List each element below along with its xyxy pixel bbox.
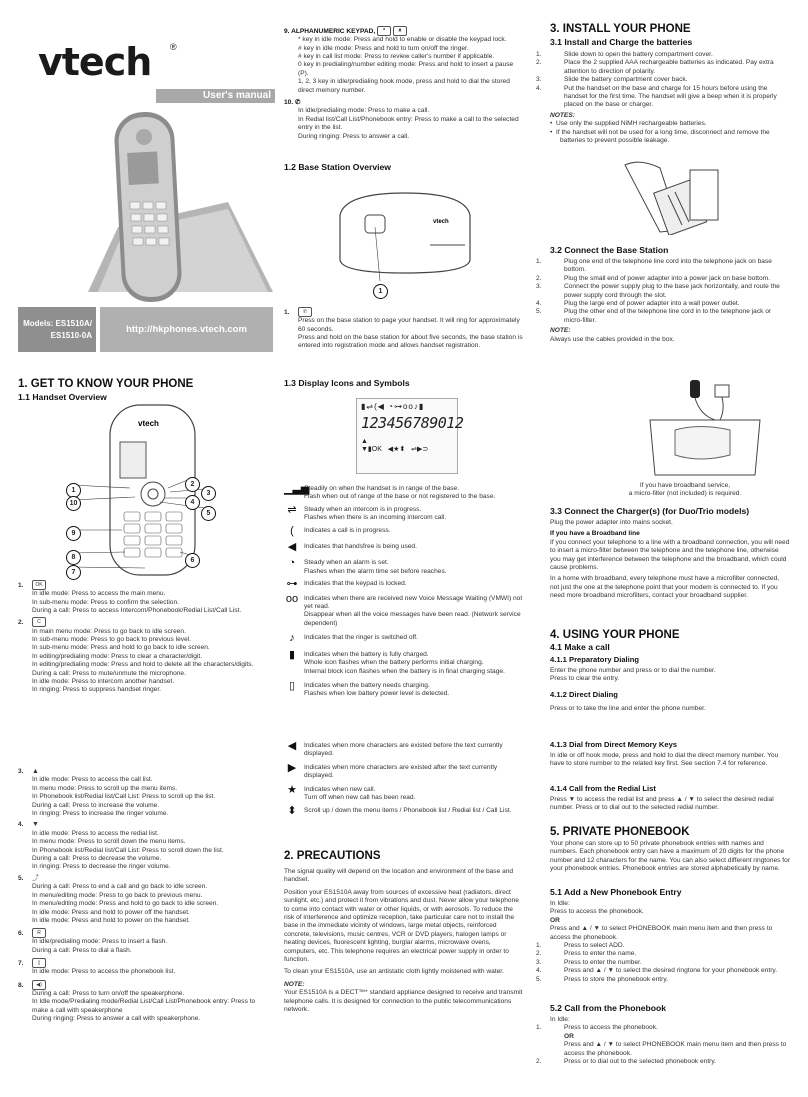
callout-6: 6 [185, 549, 200, 568]
section4-title: 4. USING YOUR PHONE [550, 629, 680, 641]
battery-empty-icon: ▯ [288, 679, 296, 692]
base-connection-diagram [640, 375, 765, 480]
section5-title: 5. PRIVATE PHONEBOOK [550, 826, 690, 838]
key-list-lower [18, 768, 273, 1024]
preparatory-dialing-text: Enter the phone number and press or to dial the number. Press to clear the entry. [550, 667, 716, 683]
cover-panel [18, 22, 273, 352]
callout-9: 9 [66, 522, 81, 541]
svg-text:vtech: vtech [138, 419, 159, 428]
icon-entry-alarm: ◔ Steady when an alarm is set. Flashes when the alarm time set before reaches. [284, 559, 524, 576]
up-arrow-icon: ▲ [32, 768, 39, 775]
brand-logo: vtech [38, 40, 152, 84]
battery-install-diagram [620, 160, 730, 235]
models-text-1: Models: ES1510A/ [23, 319, 92, 328]
base-station-diagram [330, 185, 480, 295]
call-icon: ( [290, 524, 294, 537]
ok-key-icon: OK [32, 580, 46, 590]
base-callout-1: 1 [373, 280, 388, 299]
icon-entry-left-arrow: ◀ Indicates when more characters are existed before the text currently displayed. [284, 742, 524, 759]
icon-entry-ringer-off: ♪ Indicates that the ringer is switched off. [284, 634, 524, 642]
callout-7: 7 [66, 561, 81, 580]
keypad-title: 9. ALPHANUMERIC KEYPAD, * # [284, 26, 524, 36]
end-call-icon: ⤴ [32, 874, 39, 882]
handset-cover-image [78, 107, 278, 307]
precautions-body: The signal quality will depend on the location and environment of the base and handset. Position your ES1510A away from sources of excessive heat (radiators, direct sunlight, etc.) and protect it from vibrations and dust. Never allow your telephone to come into contact with water or other liquids, or with aerosols. To reduce the risk of interference and optimize reception, take particular care not to install the base in the immediate vicinity of windows, large metal objects, reinforced concrete, televisions, music centres, VCR or DVD players, halogen lamps or heating devices, fluorescent lighting, burglar alarms, microwave ovens, computers, etc. This telephone requires an electrical power supply in order to function. To clean your ES1510A, use an antistatic cloth lightly moistened with water. NOTE: Your ES1510A is a DECT™* standard appliance designed to receive and transmit telephone calls. It is designed for connection to the public telecommunications network. [284, 868, 523, 1014]
icon-entry-handsfree: ◀ Indicates that handsfree is being used. [284, 543, 524, 551]
star-icon: ★ [287, 783, 297, 796]
phonebook-key-icon: ▯ [32, 958, 46, 968]
clear-key-icon: C [32, 617, 46, 627]
battery-steps: 1. Slide down to open the battery compartment cover. 2. Place the 2 supplied AAA rechargeable batteries as indicated. Pay extra attention to direction of polarity. 3. Slide the battery compartment cover back. 4. Put the handset on the base and charge for 15 hours before using the handset for the first time. The handset will give a beep when it is properly placed on the base or charger. NOTES: • Use only the supplied NiMH rechargeable batteries. • If the handset will not be used for a long time, disconnect and remove the batteries to prevent possible leakage. [536, 51, 777, 145]
section5-2-title: 5.2 Call from the Phonebook [550, 1003, 667, 1013]
handsfree-icon: ◀ [287, 541, 297, 554]
icon-entry-battery-empty: ▯ Indicates when the battery needs charging. Flashes when low battery power level is detected. [284, 682, 524, 699]
models-label [18, 307, 96, 352]
callout-8: 8 [66, 546, 81, 565]
icon-entry-updown: ⬍ Scroll up / down the menu items / Phonebook list / Redial list / Call List. [284, 807, 524, 815]
call-phonebook-steps: In Idle: 1. Press to access the phonebook. OR Press and ▲ / ▼ to select PHONEBOOK main menu item and then press to access the phonebook. 2. Press or to dial out to the selected phonebook entry. [536, 1016, 787, 1066]
redial-text: Press ▼ to access the redial list and press ▲ / ▼ to select the desired redial number. Press or to dial out to the selected redial number. [550, 796, 774, 812]
models-text-2: ES1510-0A [50, 331, 92, 340]
section4-1-title: 4.1 Make a call [550, 642, 610, 652]
talk-icon: ✆ [295, 99, 301, 106]
key-item-8: 8. ◀) During a call: Press to turn on/off the speakerphone. In Idle mode/Predialing mode/Redial List/Call List/Phonebook entry: Press to make a call with speakerphone During ringing: Press to answer a call with speakerphone. [18, 981, 256, 1023]
direct-dialing-text: Press or to take the line and enter the phone number. [550, 705, 706, 712]
section5-1-title: 5.1 Add a New Phonebook Entry [550, 887, 682, 897]
speaker-key-icon: ◀) [32, 980, 46, 990]
icon-entry-battery-full: ▮ Indicates when the battery is fully charged. Whole icon flashes when the battery performs initial charging. Internal block icon flashes when the battery is in final charging stage. [284, 651, 524, 676]
key-item-4: 4. ▼ In idle mode: Press to access the redial list. In menu mode: Press to scroll down the menu items. In Phonebook list/Redial list/Call List: Press to scroll down the list. During a call: Press to decrease the volume. In ringing: Press to decrease the ringer volume. [18, 821, 224, 871]
charger-section: Plug the power adapter into mains socket. If you have a Broadband line If you connect your telephone to a line with a broadband connection, you will need to insert a micro-filter between the telephone and the telephone line, otherwise you may get interference between the telephone and the broadband, which could cause problems. In a home with broadband, every telephone must have a microfilter connected, not just the one at the telephone point that your modem is connected to. If you need more broadband microfilters, contact your broadband supplier. [550, 519, 790, 600]
signal-icon: ▁▃▅ [284, 483, 310, 495]
section1-2-title: 1.2 Base Station Overview [284, 162, 391, 172]
icon-entry-voicemail: oo Indicates when there are received new Voice Message Waiting (VMWI) not yet read. Disappear when all the voice messages have been read. (Network service dependent) [285, 592, 523, 627]
section3-title: 3. INSTALL YOUR PHONE [550, 23, 691, 35]
key-list-upper [18, 580, 273, 695]
add-entry-steps: In Idle: Press to access the phonebook. OR Press and ▲ / ▼ to select PHONEBOOK main menu item and then press to access the phonebook. 1. Press to select ADD. 2. Press to enter the name. 3. Press to enter the number. 4. Press and ▲ / ▼ to select the desired ringtone for your phonebook entry. 5. Press to store the phonebook entry. [536, 900, 778, 983]
key-item-3: 3. ▲ In idle mode: Press to access the call list. In menu mode: Press to scroll up the menu items. In Phonebook list/Redial list/Call List: Press to scroll up the list. During a call: Press to increase the volume. In ringing: Press to increase the ringer volume. [18, 768, 216, 818]
key-item-7: 7. ▯ In idle mode: Press to access the phonebook list. [18, 960, 176, 976]
handset-overview-diagram [50, 402, 260, 577]
voicemail-icon: oo [285, 592, 299, 605]
section1-3-title: 1.3 Display Icons and Symbols [284, 378, 410, 388]
registered-mark: ® [170, 42, 177, 52]
keypad-item-9: 9. ALPHANUMERIC KEYPAD, * # * key in idle mode: Press and hold to enable or disable the keypad lock. # key in idle mode: Press and hold to turn on/off the ringer. # key in call list mode: Press to review caller's number if applicable. 0 key in predialing/number editing mode: Press and hold to insert a pause (P). 1, 2, 3 key in idle/predialing hook mode, press and hold to dial the stored direct memory number. 10. ✆ In idle/predialing mode: Press to make a call. In Redial list/Call List/Phonebook entry: Press to make a call to the selected entry in the list. During ringing: Press to answer a call. [284, 26, 524, 141]
icon-entry-intercom: ⇌ Steady when an intercom is in progress. Flashes when there is an incoming intercom call. [284, 506, 524, 523]
key-icon: ⊶ [286, 578, 298, 591]
right-arrow-icon: ▶ [287, 761, 297, 774]
section4-1-4-title: 4.1.4 Call from the Redial List [550, 784, 656, 793]
icon-list-upper [284, 485, 524, 699]
hash-key-icon: # [393, 26, 407, 36]
down-arrow-icon: ▼ [32, 821, 39, 829]
callout-5: 5 [201, 502, 216, 521]
key-item-5: 5. ⤴ During a call: Press to end a call and go back to idle screen. In menu/editing mode: Press to go back to previous menu. In menu/editing mode: Press and hold to go back to idle screen. In idle mode: Press and hold to power off the handset. In idle mode: Press and hold to power on the handset. [18, 874, 219, 924]
key-item-1: 1. OK In idle mode: Press to access the main menu. In sub-menu mode: Press to confirm the selection. During a call: Press to access Intercom/Phonebook/Redial List/Call List. [18, 581, 242, 614]
memory-dial-text: In idle or off hook mode, press and hold to dial the direct memory number. You have to store number to the related key first. See section 7.4 for reference. [550, 752, 779, 768]
base-item-1: 1. ✆ Press on the base station to page your handset. It will ring for approximately 60 seconds. Press and hold on the base station for about five seconds, the base station is entered into registration mode and allows handset registration. [284, 308, 523, 350]
section4-1-2-title: 4.1.2 Direct Dialing [550, 690, 618, 699]
section4-1-1-title: 4.1.1 Preparatory Dialing [550, 655, 640, 664]
star-key-icon: * [377, 26, 391, 36]
callout-1: 1 [66, 479, 81, 498]
section3-3-title: 3.3 Connect the Charger(s) (for Duo/Trio models) [550, 506, 750, 516]
lcd-bottom-icons: ▲ ▼▮OK ◀★⬍ ⇌▶⊃ [361, 438, 429, 453]
icon-list-lower [284, 742, 524, 816]
icon-entry-right-arrow: ▶ Indicates when more characters are existed after the text currently displayed. [284, 764, 524, 781]
key-item-6: 6. R In idle/predialing mode: Press to insert a flash. During a call: Press to dial a flash. [18, 930, 168, 954]
callout-2: 2 [185, 473, 200, 492]
section3-1-title: 3.1 Install and Charge the batteries [550, 37, 693, 47]
section3-2-title: 3.2 Connect the Base Station [550, 245, 669, 255]
icon-entry-signal: ▁▃▅ Steadily on when the handset is in range of the base. Flash when out of range of the base or not registered to the base. [284, 483, 496, 501]
icon-entry-star: ★ Indicates when new call. Turn off when new call has been read. [284, 786, 524, 803]
callout-4: 4 [185, 491, 200, 510]
icon-entry-key: ⊶ Indicates that the keypad is locked. [284, 580, 524, 588]
talk-key-title: 10. ✆ [284, 99, 301, 106]
ringer-off-icon: ♪ [289, 632, 295, 645]
icon-entry-call: ( Indicates a call is in progress. [284, 527, 524, 535]
key-item-2: 2. C In main menu mode: Press to go back to idle screen. In sub-menu mode: Press to go back to previous level. In sub-menu mode: Press and hold to go back to idle screen. In editing/predialing mode: Press to clear a character/digit. In editing/predialing mode: Press and hold to delete all the characters/digits. During a call: Press to mute/unmute the microphone. In idle mode: Press to intercom another handset. In ringing: Press to suppress handset ringer. [18, 619, 254, 694]
flash-key-icon: R [32, 928, 46, 938]
lcd-digits: 123456789012 [361, 414, 464, 432]
left-arrow-icon: ◀ [287, 740, 297, 752]
section4-1-3-title: 4.1.3 Dial from Direct Memory Keys [550, 740, 678, 749]
section1-title: 1. GET TO KNOW YOUR PHONE [18, 378, 194, 390]
broadband-caption: If you have broadband service, a micro-filter (not included) is required. [628, 482, 742, 498]
callout-10: 10 [66, 492, 81, 511]
callout-3: 3 [201, 482, 216, 501]
svg-text:vtech: vtech [433, 219, 449, 225]
base-connect-steps: 1. Plug one end of the telephone line cord into the telephone jack on base bottom. 2. Plug the small end of power adapter into a power jack on base bottom. 3. Connect the power supply plug to the base jack horizontally, and route the power supply cord through the slot. 4. Plug the large end of power adapter into a wall power outlet. 5. Plug the other end of the telephone line cord in to the telephone jack or micro-filter. NOTE: Always use the cables provided in the box. [536, 258, 780, 343]
lcd-top-icons: ▮⇌(◀ ◔⊶oo♪▮ [361, 402, 425, 411]
page-key-icon: ✆ [298, 307, 312, 317]
manual-label: User's manual [156, 89, 275, 103]
website-label[interactable]: http://hkphones.vtech.com [100, 307, 273, 352]
alarm-icon: ◔ [288, 557, 296, 570]
section1-1-title: 1.1 Handset Overview [18, 392, 107, 402]
intercom-icon: ⇌ [287, 503, 297, 516]
phonebook-intro: Your phone can store up to 50 private phonebook entries with names and numbers. Each phonebook entry can have a maximum of 20 digits for the phone number and 12 characters for the name. You can also select different ringtones for your phonebook entries. Phonebook entries are stored alphabetically by name. [550, 840, 790, 873]
section2-title: 2. PRECAUTIONS [284, 850, 381, 862]
lcd-display [356, 398, 464, 474]
updown-icon: ⬍ [287, 805, 297, 818]
battery-full-icon: ▮ [288, 648, 296, 661]
